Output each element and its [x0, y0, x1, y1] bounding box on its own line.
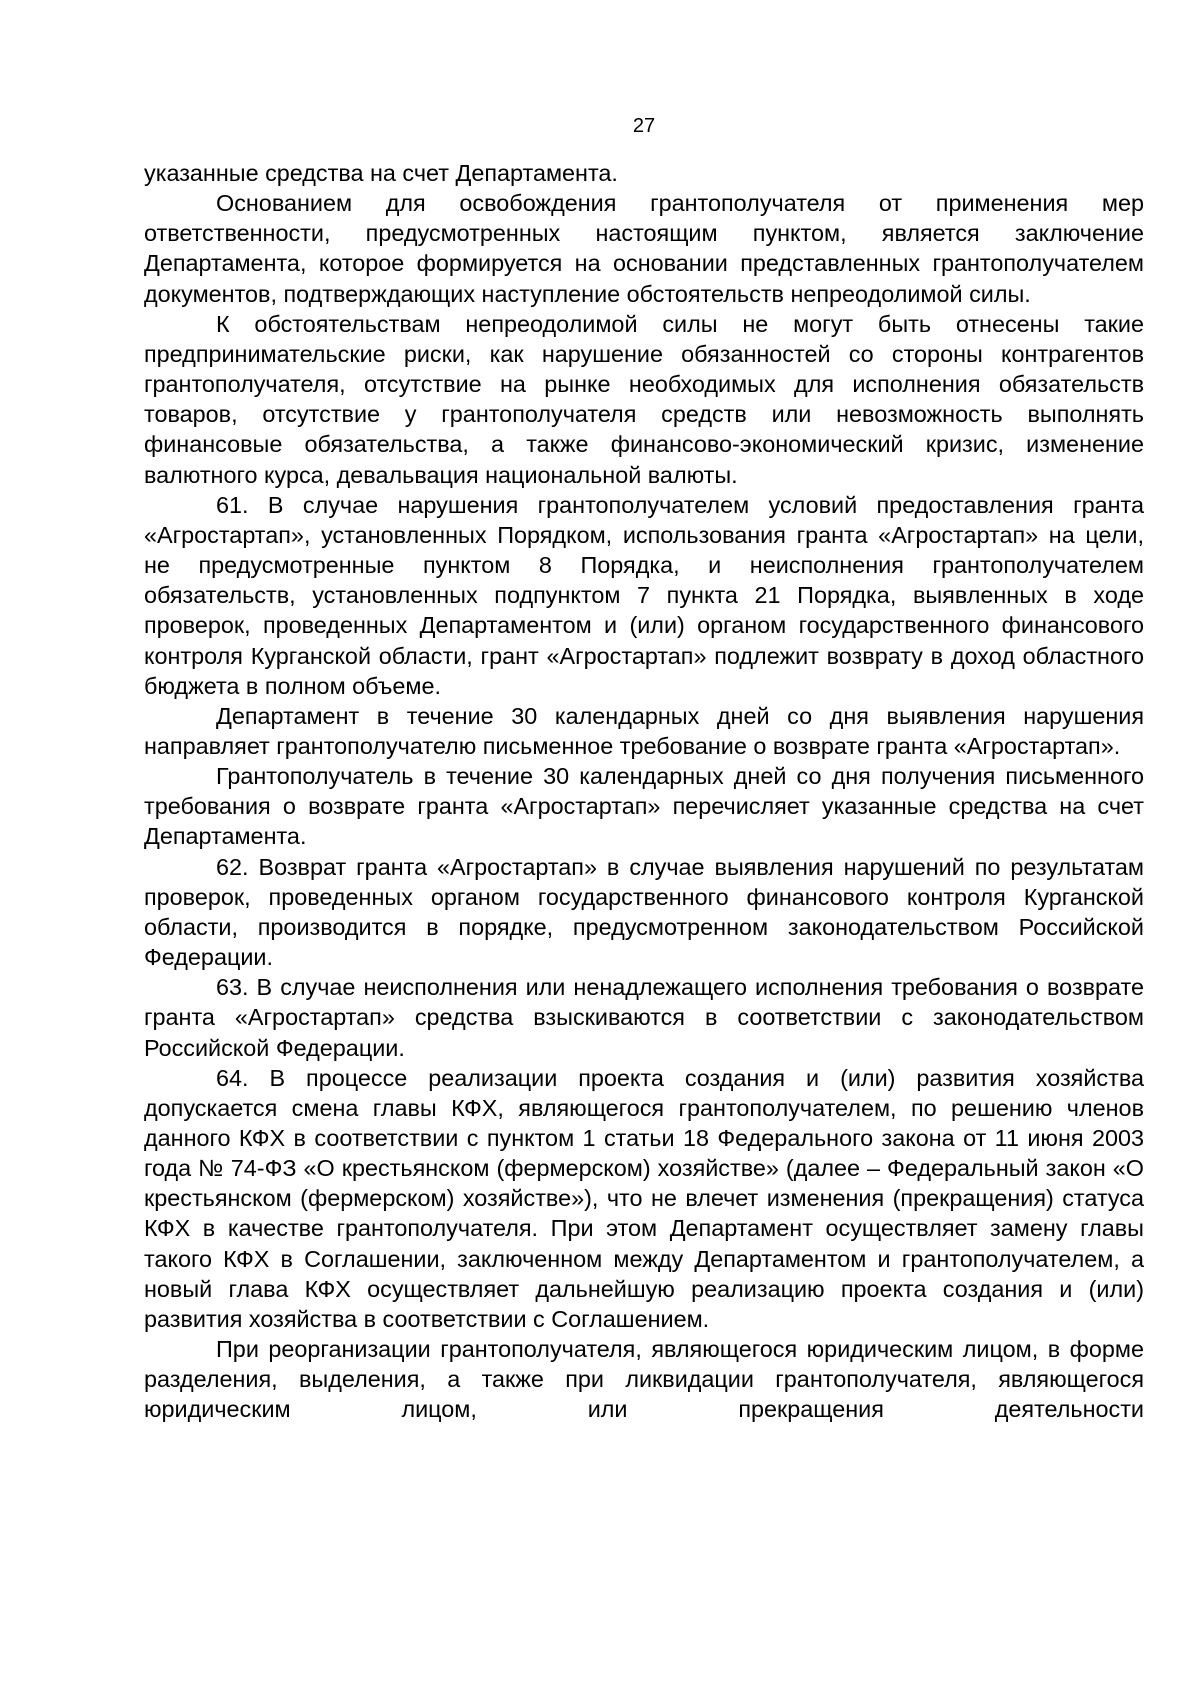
paragraph-return-demand: Департамент в течение 30 календарных дней со дня выявления нарушения направляет грантополучателю письменное требование о возврате гранта «Агростартап». — [144, 702, 1144, 759]
paragraph-force-majeure-exclusions: К обстоятельствам непреодолимой силы не могут быть отнесены такие предпринимательские риски, как нарушение обязанностей со стороны контрагентов грантополучателя, отсутствие на рынке необходимых для исполнения обязательств товаров, отсутствие у грантополучателя средств или невозможность выполнять финансовые обязательства, а также финансово-экономический кризис, изменение валютного курса, девальвация национальной валюты. — [144, 310, 1144, 488]
paragraph-continuation: указанные средства на счет Департамента. — [144, 160, 618, 186]
paragraph-item-62: 62. Возврат гранта «Агростартап» в случае выявления нарушений по результатам проверок, проведенных органом государственного финансового контроля Курганской области, производится в порядке, предусмотренном законодательством Российской Федерации. — [144, 853, 1144, 971]
paragraph-item-63: 63. В случае неисполнения или ненадлежащего исполнения требования о возврате гранта «Агростартап» средства взыскиваются в соответствии с законодательством Российской Федерации. — [144, 974, 1144, 1061]
paragraph-reorganization: При реорганизации грантополучателя, являющегося юридическим лицом, в форме разделения, выделения, а также при ликвидации грантополучателя, являющегося юридическим лицом, или прекращения деятельности — [144, 1336, 1144, 1423]
paragraph-item-61: 61. В случае нарушения грантополучателем условий предоставления гранта «Агростартап», установленных Порядком, использования гранта «Агростартап» на цели, не предусмотренные пунктом 8 Порядка, и неисполнения грантополучателем обязательств, установленных подпунктом 7 пункта 21 Порядка, выявленных в ходе проверок, проведенных Департаментом и (или) органом государственного финансового контроля Курганской области, грант «Агростартап» подлежит возврату в доход областного бюджета в полном объеме. — [144, 491, 1144, 699]
paragraph-force-majeure-release: Основанием для освобождения грантополучателя от применения мер ответственности, предусмотренных настоящим пунктом, является заключение Департамента, которое формируется на основании представленных грантополучателем документов, подтверждающих наступление обстоятельств непреодолимой силы. — [144, 190, 1144, 307]
paragraph-transfer-funds: Грантополучатель в течение 30 календарных дней со дня получения письменного требования о возврате гранта «Агростартап» перечисляет указанные средства на счет Департамента. — [144, 763, 1144, 850]
page-number: 27 — [632, 115, 656, 137]
paragraph-item-64: 64. В процессе реализации проекта создания и (или) развития хозяйства допускается смена главы КФХ, являющегося грантополучателем, по решению членов данного КФХ в соответствии с пунктом 1 статьи 18 Федерального закона от 11 июня 2003 года № 74-ФЗ «О крестьянском (фермерском) хозяйстве» (далее – Федеральный закон «О крестьянском (фермерском) хозяйстве»), что не влечет изменения (прекращения) статуса КФХ в качестве грантополучателя. При этом Департамент осуществляет замену главы такого КФХ в Соглашении, заключенном между Департаментом и грантополучателем, а новый глава КФХ осуществляет дальнейшую реализацию проекта создания и (или) развития хозяйства в соответствии с Соглашением. — [144, 1064, 1144, 1332]
document-body — [144, 158, 1144, 1425]
